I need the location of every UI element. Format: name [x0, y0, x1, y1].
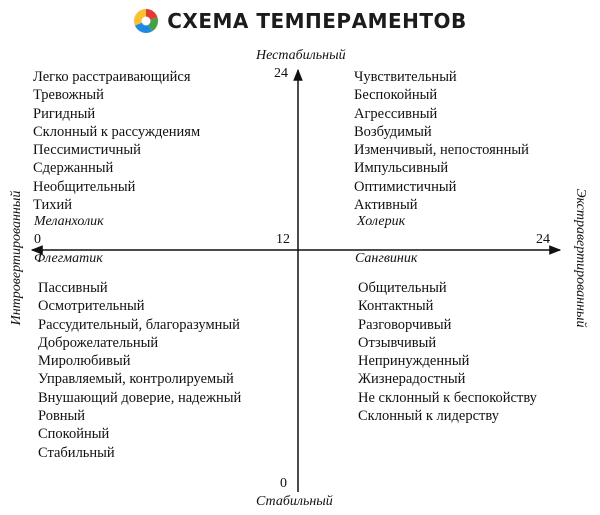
list-item: Пассивный	[38, 280, 108, 296]
tick-left: 0	[34, 232, 41, 247]
list-item: Рассудительный, благоразумный	[38, 316, 240, 333]
list-item: Изменчивый, непостоянный	[354, 142, 529, 159]
axis-label-right: Экстравертированный	[573, 188, 588, 328]
list-item: Тихий	[33, 197, 73, 214]
list-item: Контактный	[358, 298, 434, 315]
tick-top: 24	[274, 66, 288, 81]
page-title: СХЕМА ТЕМПЕРАМЕНТОВ	[167, 9, 467, 33]
list-item: Стабильный	[38, 444, 115, 461]
list-item: Легко расстраивающийся	[33, 69, 191, 85]
tick-center: 12	[276, 232, 290, 247]
quadrant-label-sanguine: Сангвиник	[355, 251, 418, 266]
list-item: Миролюбивый	[38, 353, 131, 370]
list-item: Активный	[354, 197, 418, 214]
list-item: Импульсивный	[354, 160, 449, 177]
list-item: Склонный к лидерству	[358, 408, 499, 425]
list-item: Непринужденный	[358, 353, 470, 370]
list-item: Не склонный к беспокойству	[358, 389, 537, 406]
phlegmatic-traits	[38, 279, 241, 462]
list-item: Разговорчивый	[358, 316, 452, 333]
list-item: Доброжелательный	[38, 334, 159, 351]
list-item: Беспокойный	[354, 87, 438, 104]
list-item: Осмотрительный	[38, 298, 145, 315]
axis-label-left: Интровертированный	[9, 190, 24, 326]
sanguine-traits	[358, 279, 537, 425]
list-item: Агрессивный	[354, 105, 438, 122]
list-item: Ровный	[38, 408, 86, 425]
tick-right: 24	[536, 232, 550, 247]
list-item: Общительный	[358, 280, 447, 296]
list-item: Отзывчивый	[358, 334, 437, 351]
list-item: Пессимистичный	[33, 142, 141, 159]
list-item: Оптимистичный	[354, 178, 457, 195]
list-item: Внушающий доверие, надежный	[38, 389, 242, 406]
quadrant-label-choleric: Холерик	[357, 214, 406, 229]
list-item: Тревожный	[33, 87, 104, 104]
list-item: Необщительный	[33, 178, 136, 195]
list-item: Чувствительный	[354, 69, 457, 85]
list-item: Управляемый, контролируемый	[38, 371, 234, 388]
list-item: Спокойный	[38, 426, 110, 443]
axis-label-bottom: Стабильный	[256, 494, 333, 509]
melancholic-traits	[33, 68, 200, 214]
axis-label-top: Нестабильный	[256, 48, 346, 63]
choleric-traits	[354, 68, 529, 214]
list-item: Склонный к рассуждениям	[33, 123, 201, 140]
list-item: Ригидный	[33, 105, 96, 122]
list-item: Жизнерадостный	[358, 371, 466, 388]
quadrant-label-melancholic: Меланхолик	[34, 214, 104, 229]
list-item: Возбудимый	[354, 123, 432, 140]
tick-bottom: 0	[280, 476, 287, 491]
list-item: Сдержанный	[33, 160, 114, 177]
quadrant-label-phlegmatic: Флегматик	[34, 251, 103, 266]
